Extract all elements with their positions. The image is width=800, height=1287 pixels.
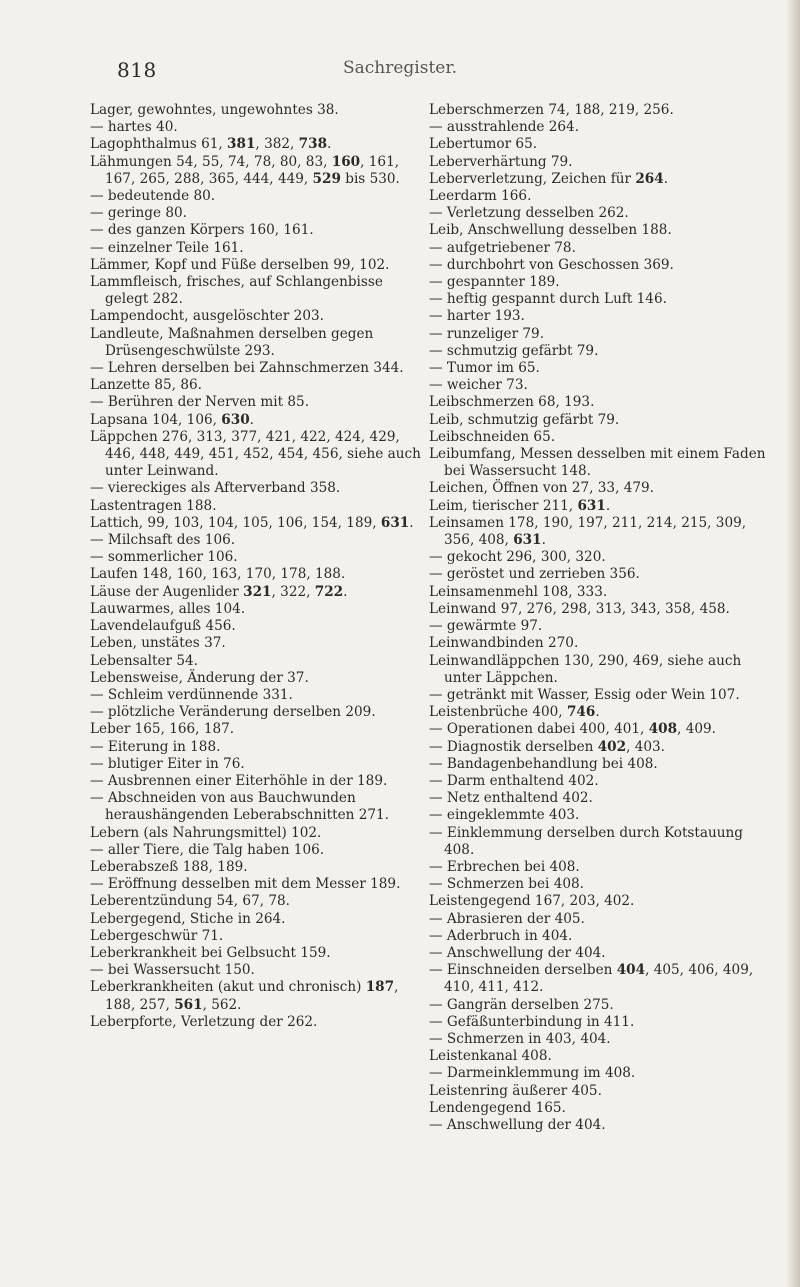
index-entry: — bedeutende 80. [90, 188, 216, 205]
index-entry: — blutiger Eiter in 76. [90, 755, 245, 772]
index-entry: — Verletzung desselben 262. [429, 205, 629, 222]
index-entry: Lager, gewohntes, ungewohntes 38. [90, 102, 339, 118]
index-entry: — heftig gespannt durch Luft 146. [429, 291, 667, 308]
index-entry: — aufgetriebener 78. [429, 239, 576, 256]
index-entry: — Schmerzen bei 408. [429, 876, 584, 893]
index-entry: Lanzette 85, 86. [90, 377, 202, 394]
index-entry: Laufen 148, 160, 163, 170, 178, 188. [90, 566, 346, 583]
index-entry: — Schmerzen in 403, 404. [429, 1030, 611, 1047]
index-entry: — viereckiges als Afterverband 358. [90, 480, 341, 497]
index-entry: Leberverhärtung 79. [429, 153, 573, 170]
index-entry: — Anschwellung der 404. [429, 1116, 606, 1133]
index-entry: Leinwandbinden 270. [429, 635, 579, 652]
index-entry: — Milchsaft des 106. [90, 532, 236, 549]
index-entry: — Lehren derselben bei Zahnschmerzen 344. [90, 360, 404, 377]
index-entry: Leistengegend 167, 203, 402. [429, 893, 635, 910]
index-entry: Lapsana 104, 106, 630. [90, 411, 254, 428]
index-entry: Lattich, 99, 103, 104, 105, 106, 154, 189, 631. [90, 514, 414, 531]
index-entry: — eingeklemmte 403. [429, 807, 580, 824]
index-entry: — harter 193. [429, 308, 525, 325]
index-entry: — getränkt mit Wasser, Essig oder Wein 107. [429, 686, 740, 703]
index-entry: Leberverletzung, Zeichen für 264. [429, 170, 669, 187]
index-entry: Landleute, Maßnahmen derselben gegen Drüsengeschwülste 293. [90, 325, 374, 359]
index-entry: Leberpforte, Verletzung der 262. [90, 1013, 318, 1030]
index-entry: Lavendelaufguß 456. [90, 618, 236, 635]
index-entry: Lebergeschwür 71. [90, 927, 224, 944]
index-entry: — Netz enthaltend 402. [429, 790, 593, 807]
index-entry: — einzelner Teile 161. [90, 239, 244, 256]
index-entry: Lastentragen 188. [90, 497, 217, 514]
index-entry: — Operationen dabei 400, 401, 408, 409. [429, 721, 716, 738]
index-entry: — aller Tiere, die Talg haben 106. [90, 841, 325, 858]
index-entry: — Eröffnung desselben mit dem Messer 189. [90, 876, 401, 893]
page-header [0, 52, 800, 82]
index-entry: Lauwarmes, alles 104. [90, 600, 246, 617]
index-entry: Leib, schmutzig gefärbt 79. [429, 411, 620, 428]
index-entry: Lebern (als Nahrungsmittel) 102. [90, 824, 322, 841]
index-entry: — Abschneiden von aus Bauchwunden heraushängenden Leberabschnitten 271. [90, 790, 389, 824]
index-entry: — plötzliche Veränderung derselben 209. [90, 704, 376, 721]
index-entry: — Diagnostik derselben 402, 403. [429, 738, 665, 755]
index-entry: Leberabszeß 188, 189. [90, 858, 248, 875]
index-entry: — Einschneiden derselben 404, 405, 406, 409, 410, 411, 412. [429, 962, 754, 996]
index-entry: — gespannter 189. [429, 274, 560, 291]
index-entry: Leibschmerzen 68, 193. [429, 394, 595, 411]
index-entry: Leinwand 97, 276, 298, 313, 343, 358, 458. [429, 600, 730, 617]
index-entry: Lammfleisch, frisches, auf Schlangenbisse gelegt 282. [90, 274, 383, 308]
index-entry: Leibschneiden 65. [429, 428, 556, 445]
index-entry: Läppchen 276, 313, 377, 421, 422, 424, 429, 446, 448, 449, 451, 452, 454, 456, siehe auch unter Leinwand. [90, 428, 421, 480]
index-entry: — Gefäßunterbindung in 411. [429, 1013, 635, 1030]
index-entry: Leerdarm 166. [429, 188, 532, 205]
index-entry: Leberschmerzen 74, 188, 219, 256. [429, 102, 674, 118]
index-entry: Leib, Anschwellung desselben 188. [429, 222, 672, 239]
index-entry: — des ganzen Körpers 160, 161. [90, 222, 314, 239]
index-column-right [429, 102, 774, 1134]
index-entry: Lähmungen 54, 55, 74, 78, 80, 83, 160, 161, 167, 265, 288, 365, 444, 449, 529 bis 530. [90, 153, 400, 187]
index-entry: — Einklemmung derselben durch Kotstauung 408. [429, 824, 743, 858]
index-entry: Lampendocht, ausgelöschter 203. [90, 308, 324, 325]
index-entry: — Darm enthaltend 402. [429, 772, 599, 789]
index-entry: — sommerlicher 106. [90, 549, 238, 566]
index-entry: — Schleim verdünnende 331. [90, 686, 293, 703]
index-entry: — schmutzig gefärbt 79. [429, 342, 599, 359]
index-entry: — Aderbruch in 404. [429, 927, 573, 944]
page-edge [786, 0, 800, 1287]
index-entry: Leinsamen 178, 190, 197, 211, 214, 215, 309, 356, 408, 631. [429, 514, 747, 549]
index-entry: — Abrasieren der 405. [429, 910, 585, 927]
index-entry: — Eiterung in 188. [90, 738, 221, 755]
page-number: 818 [117, 58, 157, 82]
index-entry: Leberkrankheit bei Gelbsucht 159. [90, 944, 331, 961]
index-entry: — weicher 73. [429, 377, 528, 394]
index-entry: — Erbrechen bei 408. [429, 858, 580, 875]
index-entry: Lendengegend 165. [429, 1099, 566, 1116]
index-entry: Leber 165, 166, 187. [90, 721, 235, 738]
index-entry: — Ausbrennen einer Eiterhöhle in der 189. [90, 772, 388, 789]
index-entry: — gekocht 296, 300, 320. [429, 549, 606, 566]
index-entry: — durchbohrt von Geschossen 369. [429, 256, 674, 273]
index-entry: Läuse der Augenlider 321, 322, 722. [90, 583, 348, 600]
index-entry: Leberentzündung 54, 67, 78. [90, 893, 290, 910]
index-entry: Lagophthalmus 61, 381, 382, 738. [90, 136, 332, 153]
index-entry: Leim, tierischer 211, 631. [429, 497, 611, 514]
index-entry: Leistenring äußerer 405. [429, 1082, 602, 1099]
index-entry: Leistenkanal 408. [429, 1048, 552, 1065]
index-entry: Leinsamenmehl 108, 333. [429, 583, 608, 600]
index-entry: — Gangrän derselben 275. [429, 996, 614, 1013]
index-entry: Lebergegend, Stiche in 264. [90, 910, 286, 927]
index-entry: — Anschwellung der 404. [429, 944, 606, 961]
index-entry: — geringe 80. [90, 205, 187, 222]
index-entry: Leichen, Öffnen von 27, 33, 479. [429, 480, 654, 497]
index-entry: Leibumfang, Messen desselben mit einem Faden bei Wassersucht 148. [429, 446, 766, 480]
index-entry: Leistenbrüche 400, 746. [429, 704, 600, 721]
index-entry: Leberkrankheiten (akut und chronisch) 187, 188, 257, 561, 562. [90, 979, 399, 1013]
index-entry: — bei Wassersucht 150. [90, 962, 255, 979]
index-entry: — ausstrahlende 264. [429, 119, 580, 136]
index-entry: — hartes 40. [90, 119, 178, 136]
index-entry: Lebensweise, Änderung der 37. [90, 669, 309, 686]
index-entry: — Darmeinklemmung im 408. [429, 1065, 636, 1082]
index-entry: — runzeliger 79. [429, 325, 545, 342]
index-entry: — gewärmte 97. [429, 618, 543, 635]
index-entry: — geröstet und zerrieben 356. [429, 566, 640, 583]
index-entry: Lämmer, Kopf und Füße derselben 99, 102. [90, 256, 390, 273]
index-entry: Lebensalter 54. [90, 652, 198, 669]
running-head: Sachregister. [342, 58, 458, 78]
index-entry: Leinwandläppchen 130, 290, 469, siehe auch unter Läppchen. [429, 652, 742, 686]
index-entry: Lebertumor 65. [429, 136, 538, 153]
index-column-left [90, 102, 430, 1031]
index-entry: — Tumor im 65. [429, 360, 540, 377]
index-entry: — Berühren der Nerven mit 85. [90, 394, 310, 411]
index-entry: — Bandagenbehandlung bei 408. [429, 755, 658, 772]
index-entry: Leben, unstätes 37. [90, 635, 226, 652]
